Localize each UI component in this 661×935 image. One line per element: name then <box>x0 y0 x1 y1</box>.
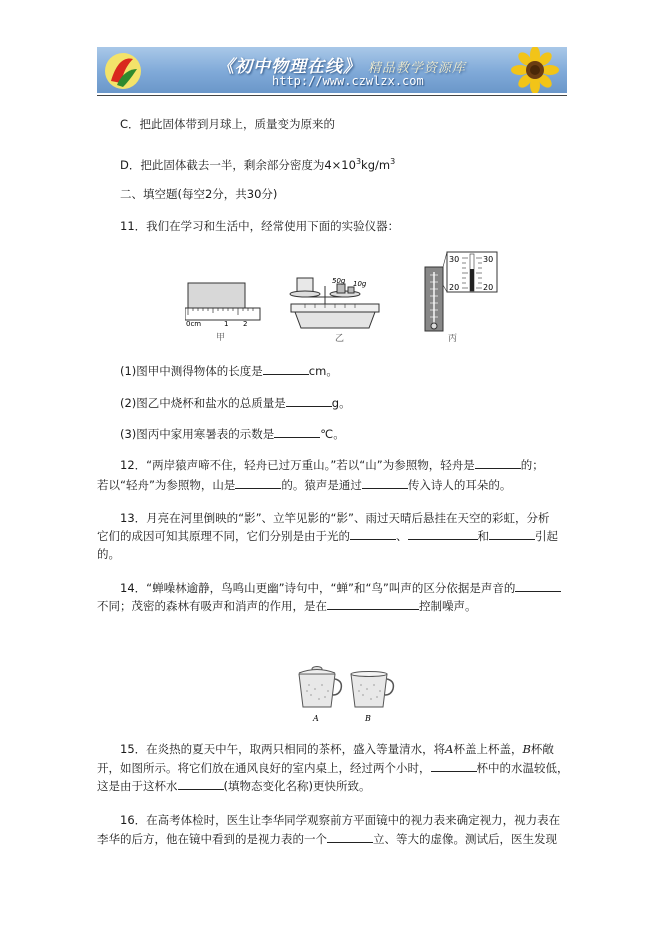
answer-blank[interactable] <box>475 457 521 469</box>
cup-a <box>299 667 341 708</box>
cup-b-label: B <box>365 714 371 723</box>
question-11: 11．我们在学习和生活中，经常使用下面的实验仪器： <box>120 219 400 233</box>
site-title: 《初中物理在线》 精品教学资源库 <box>217 57 466 77</box>
answer-blank[interactable] <box>515 580 561 592</box>
answer-blank[interactable] <box>327 831 373 843</box>
scale-top-left: 30 <box>449 255 460 264</box>
option-c: C．把此固体带到月球上，质量变为原来的 <box>120 117 336 131</box>
answer-blank[interactable] <box>350 528 396 540</box>
caption-bing: 丙 <box>448 334 458 344</box>
caption-yi: 乙 <box>335 334 345 344</box>
ruler-tick-2: 2 <box>243 320 248 328</box>
ruler-body <box>185 308 260 320</box>
answer-blank[interactable] <box>408 528 478 540</box>
answer-blank[interactable] <box>178 778 224 790</box>
q14-line1: 14．“蝉噪林逾静，鸟鸣山更幽”诗句中，“蝉”和“鸟”叫声的区分依据是声音的 <box>120 580 561 596</box>
caption-jia: 甲 <box>216 333 226 343</box>
balance-base <box>295 312 375 328</box>
figure-balance <box>285 272 385 332</box>
cup-a-label: A <box>313 714 319 723</box>
sunflower-icon <box>495 47 565 93</box>
q16-line2: 李华的后方，他在镜中看到的是视力表的一个 立、等大的虚像。测试后，医生发现 <box>97 832 557 846</box>
site-subtitle: 精品教学资源库 <box>367 61 466 76</box>
figure-cups <box>295 663 395 725</box>
answer-blank[interactable] <box>274 426 320 438</box>
measured-block <box>188 283 245 308</box>
figure-ruler <box>185 280 265 330</box>
q11-part1: (1)图甲中测得物体的长度是 cm。 <box>120 364 338 378</box>
q16-line1: 16．在高考体检时，医生让李华同学观察前方平面镜中的视力表来确定视力，视力表在 <box>120 813 561 827</box>
q12-line1: 12．“两岸猿声啼不住，轻舟已过万重山。”若以“山”为参照物，轻舟是 的； <box>120 458 544 472</box>
scale-bottom-right: 20 <box>483 283 494 292</box>
weight-label-50g: 50g <box>332 277 346 285</box>
answer-blank[interactable] <box>235 477 281 489</box>
answer-blank[interactable] <box>431 760 477 772</box>
q15-line1: 15．在炎热的夏天中午，取两只相同的茶杯，盛入等量清水，将A杯盖上杯盖，B杯敞 <box>120 742 554 756</box>
q13-line1: 13．月亮在河里倒映的“影”、立竿见影的“影”、雨过天晴后悬挂在天空的彩虹，分析 <box>120 511 550 525</box>
site-url[interactable]: http://www.czwlzx.com <box>272 74 424 88</box>
q15-line2: 开，如图所示。将它们放在通风良好的室内桌上，经过两个小时， 杯中的水温较低， <box>97 761 569 775</box>
q12-line2: 若以“轻舟”为参照物，山是 的。猿声是通过 传入诗人的耳朵的。 <box>97 478 512 492</box>
q15-line3: 这是由于这杯水 (填物态变化名称)更快所致。 <box>97 779 371 793</box>
q11-part2: (2)图乙中烧杯和盐水的总质量是 g。 <box>120 396 351 410</box>
q13-line3: 的。 <box>97 547 120 561</box>
header-banner <box>97 47 567 93</box>
answer-blank[interactable] <box>286 395 332 407</box>
q13-line2: 它们的成因可知其原理不同，它们分别是由于光的 、 和 引起 <box>97 529 558 543</box>
answer-blank[interactable] <box>489 528 535 540</box>
cup-b <box>351 672 393 708</box>
weight-50g <box>337 284 345 293</box>
answer-blank[interactable] <box>263 363 309 375</box>
header-rule <box>97 95 567 96</box>
weight-label-10g: 10g <box>353 280 367 288</box>
scale-bottom-left: 20 <box>449 283 460 292</box>
answer-blank[interactable] <box>327 598 419 610</box>
mercury-column <box>470 269 474 291</box>
site-logo-icon <box>103 51 143 91</box>
q14-line2: 不同；茂密的森林有吸声和消声的作用，是在 控制噪声。 <box>97 599 477 613</box>
beaker <box>297 278 313 292</box>
scale-top-right: 30 <box>483 255 494 264</box>
answer-blank[interactable] <box>362 477 408 489</box>
ruler-tick-0: 0cm <box>186 320 202 328</box>
figure-thermometer <box>422 250 502 335</box>
q11-part3: (3)图丙中家用寒暑表的示数是 ℃。 <box>120 427 345 441</box>
option-d: D．把此固体截去一半，剩余部分密度为$4\times 10^3kg/m^3$ <box>120 157 396 172</box>
section-heading: 二、填空题(每空2分，共30分) <box>120 187 278 201</box>
ruler-tick-1: 1 <box>224 320 229 328</box>
